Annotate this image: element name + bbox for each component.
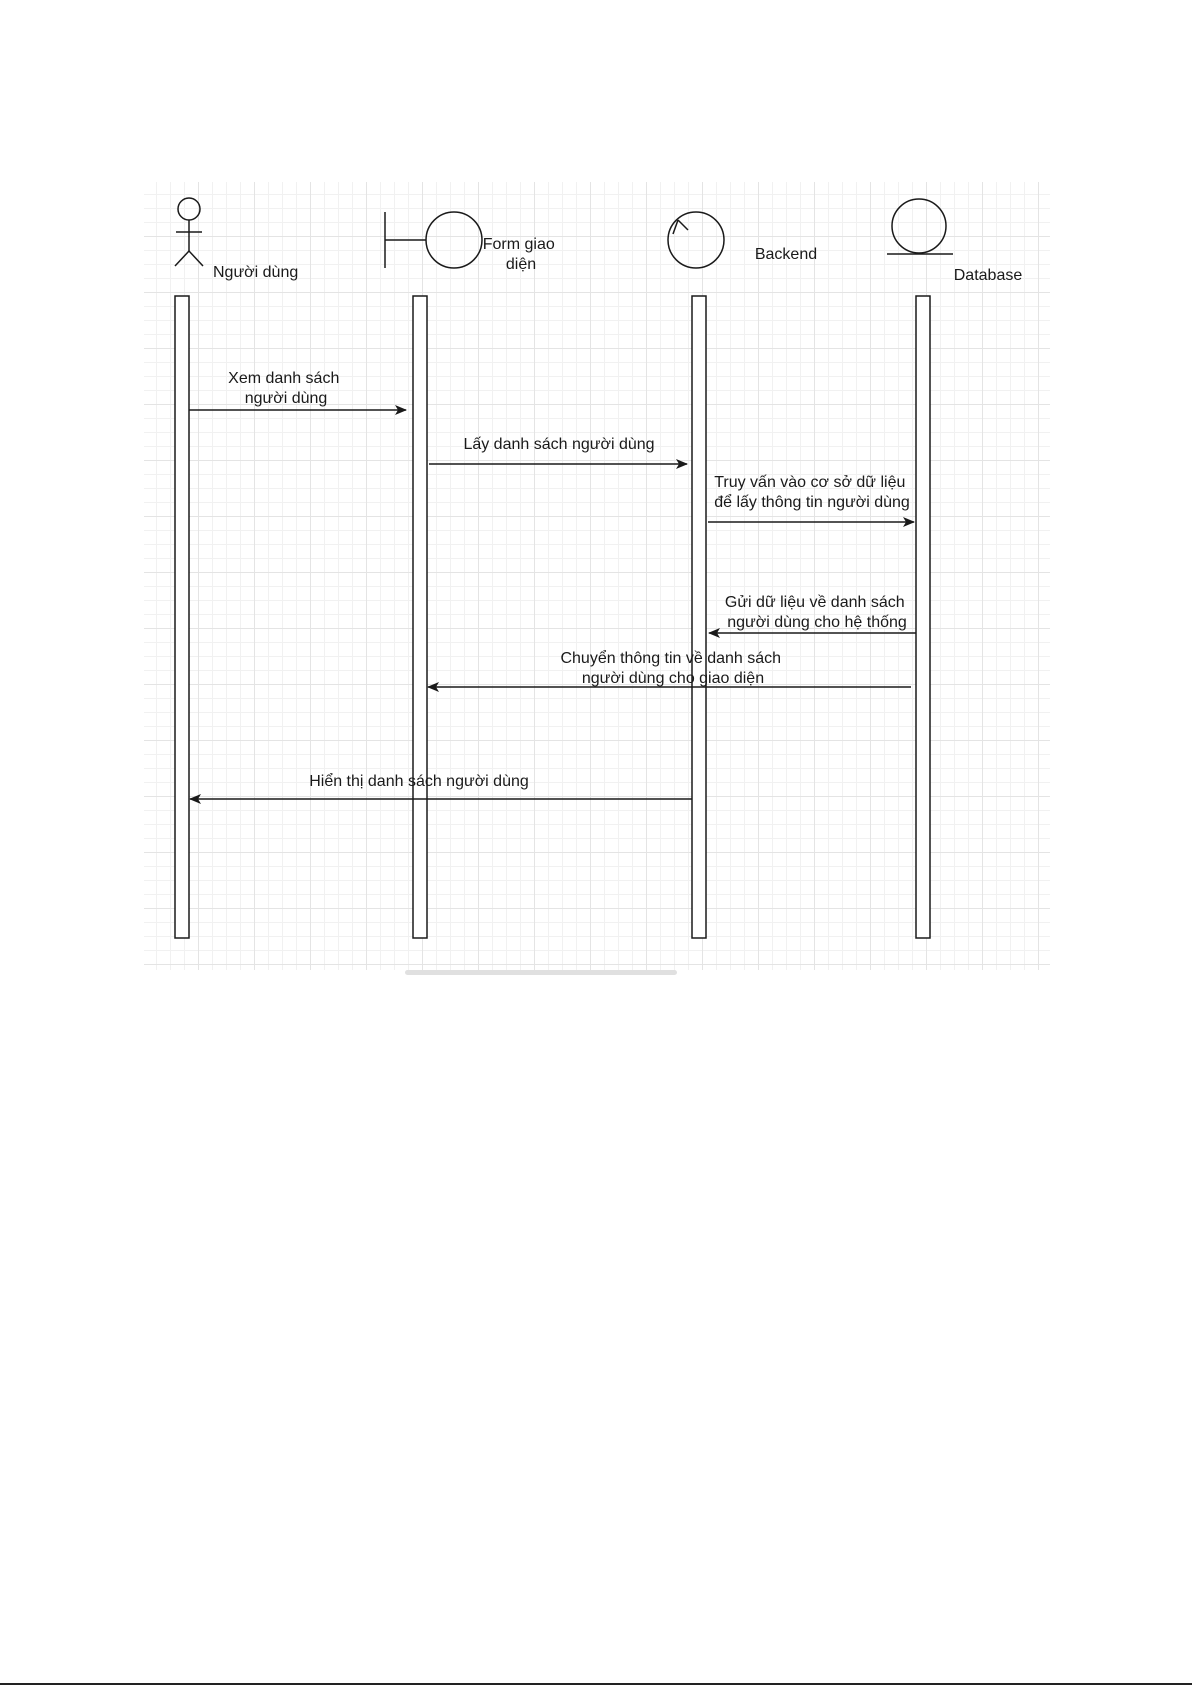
control-icon: [668, 212, 724, 268]
message-label-line: người dùng cho hệ thống: [727, 614, 907, 631]
message-label-line: Gửi dữ liệu về danh sách: [724, 594, 905, 611]
message-label-line: Truy vấn vào cơ sở dữ liệu: [714, 474, 906, 491]
participant-label-database-line: Database: [953, 267, 1023, 284]
participant-label-form-line: diện: [505, 256, 537, 273]
message-label-display-users: [309, 772, 529, 790]
message-label-get-users: [463, 436, 654, 453]
message-label-line: Hiển thị danh sách người dùng: [309, 773, 529, 790]
message-label-view-users: [228, 370, 344, 407]
participant-label-backend: [755, 246, 817, 263]
actor-icon: [175, 198, 203, 266]
boundary-icon: [385, 212, 482, 268]
lifeline-backend: [692, 296, 706, 938]
lifeline-database: [916, 296, 930, 938]
participant-label-backend-line: Backend: [754, 246, 818, 263]
participant-label-user-line: Người dùng: [213, 264, 299, 281]
message-label-return-data: [725, 594, 909, 631]
participant-label-user: [213, 264, 298, 281]
lifeline-form: [413, 296, 427, 938]
message-label-line: Chuyển thông tin về danh sách: [560, 650, 782, 667]
message-label-line: để lấy thông tin người dùng: [714, 494, 910, 511]
participant-label-form: [483, 236, 559, 273]
message-label-query-db: [714, 474, 910, 511]
entity-icon: [887, 199, 953, 254]
message-label-line: người dùng: [244, 390, 328, 407]
message-label-line: người dùng cho giao diện: [581, 670, 765, 687]
participant-label-database: [954, 267, 1023, 284]
participant-label-form-line: Form giao: [482, 236, 555, 253]
message-label-forward-ui: [560, 649, 785, 687]
message-label-line: Xem danh sách: [228, 370, 340, 387]
lifeline-user: [175, 296, 189, 938]
message-label-line: Lấy danh sách người dùng: [463, 436, 655, 453]
